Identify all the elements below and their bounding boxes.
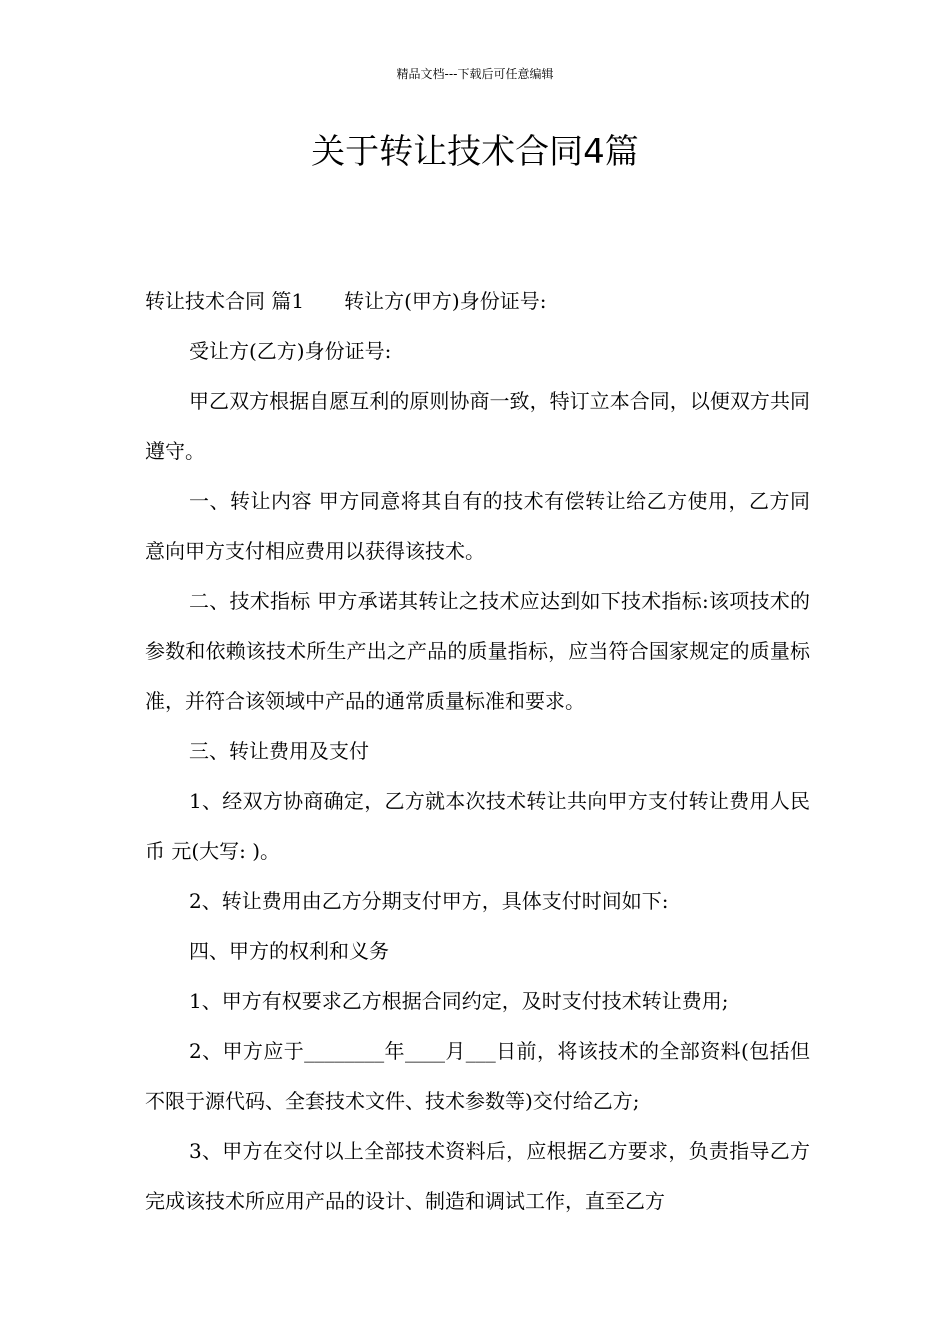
- paragraph: 四、甲方的权利和义务: [189, 939, 389, 963]
- paragraph: 2、转让费用由乙方分期支付甲方，具体支付时间如下:: [189, 889, 669, 913]
- paragraph-intro: [145, 276, 810, 326]
- paragraph: 3、甲方在交付以上全部技术资料后，应根据乙方要求，负责指导乙方完成该技术所应用产品的设计、制造和调试工作，直至乙方: [145, 1139, 810, 1213]
- paragraph: 1、甲方有权要求乙方根据合同约定，及时支付技术转让费用;: [189, 989, 729, 1013]
- paragraph: 2、甲方应于________年____月___日前，将该技术的全部资料(包括但不限于源代码、全套技术文件、技术参数等)交付给乙方;: [145, 1039, 810, 1113]
- header-note: 精品文档---下载后可任意编辑: [396, 67, 554, 81]
- paragraph: 甲乙双方根据自愿互利的原则协商一致，特订立本合同，以便双方共同遵守。: [145, 389, 810, 463]
- paragraph: 二、技术指标 甲方承诺其转让之技术应达到如下技术指标:该项技术的参数和依赖该技术所生产出之产品的质量指标，应当符合国家规定的质量标准，并符合该领域中产品的通常质量标准和要求。: [145, 589, 810, 713]
- paragraph: 三、转让费用及支付: [189, 739, 369, 763]
- paragraph: 受让方(乙方)身份证号:: [189, 339, 392, 363]
- document-body: [145, 276, 810, 1226]
- paragraph: 1、经双方协商确定，乙方就本次技术转让共向甲方支付转让费用人民币 元(大写: )。: [145, 789, 810, 863]
- section-heading: 转让技术合同 篇1: [145, 289, 305, 313]
- paragraph: 一、转让内容 甲方同意将其自有的技术有偿转让给乙方使用，乙方同意向甲方支付相应费用以获得该技术。: [145, 489, 810, 563]
- paragraph-text: 转让方(甲方)身份证号:: [344, 289, 547, 313]
- document-title: 关于转让技术合同4篇: [311, 132, 639, 172]
